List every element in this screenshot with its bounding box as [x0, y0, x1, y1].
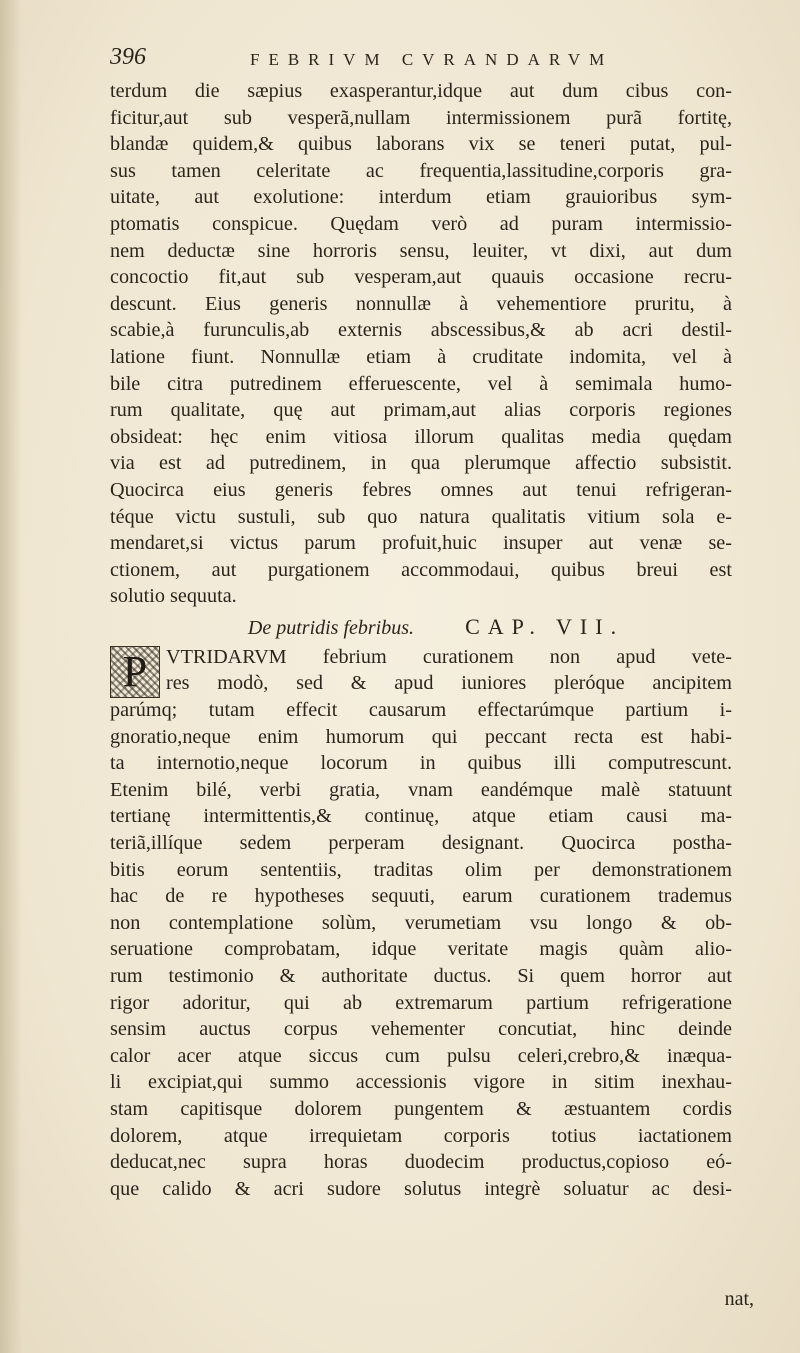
text-line: tertianę intermittentis,& continuę, atque etiam causi ma- — [110, 805, 732, 828]
chapter-number: CAP. VII. — [465, 613, 625, 639]
text-line: sensim auctus corpus vehementer concutiat, hinc deinde — [110, 1018, 732, 1041]
text-line: descunt. Eius generis nonnullæ à vehementiore pruritu, à — [110, 292, 732, 315]
page-number: 396 — [110, 44, 146, 70]
chapter-title: De putridis febribus. — [247, 616, 415, 639]
text-line: latione fiunt. Nonnullæ etiam à cruditate indomita, vel à — [110, 345, 732, 368]
text-line: rum qualitate, quę aut primam,aut alias corporis regiones — [110, 399, 732, 422]
catchword: nat, — [724, 1288, 754, 1310]
text-line: blandæ quidem,& quibus laborans vix se teneri putat, pul- — [110, 133, 732, 156]
text-line: res modò, sed & apud iuniores pleróque ancipitem — [166, 672, 732, 695]
decorated-initial: P — [110, 646, 160, 698]
text-line: mendaret,si victus parum profuit,huic insuper aut venæ se- — [110, 532, 732, 555]
text-line: via est ad putredinem, in qua plerumque affectio subsistit. — [110, 452, 732, 475]
text-line: hac de re hypotheses sequuti, earum curationem trademus — [110, 885, 732, 908]
text-line: obsideat: hęc enim vitiosa illorum qualitas media quędam — [110, 425, 732, 448]
text-line: ficitur,aut sub vesperã,nullam intermissionem purã fortitę, — [110, 106, 732, 129]
chapter-paragraph — [110, 644, 732, 1202]
text-line: rum testimonio & authoritate ductus. Si quem horror aut — [110, 965, 732, 987]
text-line: seruatione comprobatam, idque veritate magis quàm alio- — [110, 938, 732, 961]
text-line: non contemplatione solùm, verumetiam vsu longo & ob- — [110, 911, 732, 934]
text-line: ctionem, aut purgationem accommodaui, quibus breui est — [110, 558, 732, 581]
text-line: gnoratio,neque enim humorum qui peccant recta est habi- — [110, 725, 732, 748]
text-line: dolorem, atque irrequietam corporis totius iactationem — [110, 1124, 732, 1147]
text-line: ptomatis conspicue. Quędam verò ad puram intermissio- — [110, 212, 732, 235]
paragraph-preceding — [110, 78, 732, 610]
text-line: bitis eorum sententiis, traditas olim per demonstrationem — [110, 858, 732, 881]
text-line: deducat,nec supra horas duodecim productus,copioso eó- — [110, 1151, 732, 1174]
text-line: téque victu sustuli, sub quo natura qualitatis vitium sola e- — [110, 505, 732, 528]
text-line: terdum die sæpius exasperantur,idque aut dum cibus con- — [110, 80, 732, 102]
text-line: li excipiat,qui summo accessionis vigore in sitim inexhau- — [110, 1071, 732, 1094]
chapter-lines — [110, 670, 732, 1202]
text-line: que calido & acri sudore solutus integrè soluatur ac desi- — [110, 1177, 732, 1200]
text-line: calor acer atque siccus cum pulsu celeri,crebro,& inæqua- — [110, 1044, 732, 1067]
running-head: FEBRIVM CVRANDARVM — [250, 50, 614, 69]
text-line: teriã,illíque sedem perperam designant. Quocirca postha- — [110, 832, 732, 855]
page-header — [110, 44, 720, 78]
text-line: bile citra putredinem efferuescente, vel à semimala humo- — [110, 372, 732, 395]
text-line: concoctio fit,aut sub vesperam,aut quauis occasione recru- — [110, 266, 732, 289]
page-gutter-shadow — [0, 0, 22, 1353]
text-line: rigor adoritur, qui ab extremarum partium refrigeratione — [110, 991, 732, 1014]
text-line: Quocirca eius generis febres omnes aut tenui refrigeran- — [110, 478, 732, 501]
text-line: ta internotio,neque locorum in quibus illi computrescunt. — [110, 752, 732, 775]
text-line: stam capitisque dolorem pungentem & æstuantem cordis — [110, 1097, 732, 1120]
text-line: VTRIDARVM febrium curationem non apud vete- — [166, 645, 732, 668]
body-text — [110, 78, 732, 1202]
text-line: uitate, aut exolutione: interdum etiam grauioribus sym- — [110, 186, 732, 209]
text-line: solutio sequuta. — [110, 585, 237, 608]
text-line: nem deductæ sine horroris sensu, leuiter, vt dixi, aut dum — [110, 239, 732, 262]
chapter-heading — [110, 610, 732, 644]
text-line: parúmq; tutam effecit causarum effectarúmque partium i- — [110, 699, 732, 722]
text-line: Etenim bilé, verbi gratia, vnam eandémque malè statuunt — [110, 778, 732, 801]
text-line: sus tamen celeritate ac frequentia,lassitudine,corporis gra- — [110, 159, 732, 182]
text-line: scabie,à furunculis,ab externis abscessibus,& ab acri destil- — [110, 319, 732, 342]
